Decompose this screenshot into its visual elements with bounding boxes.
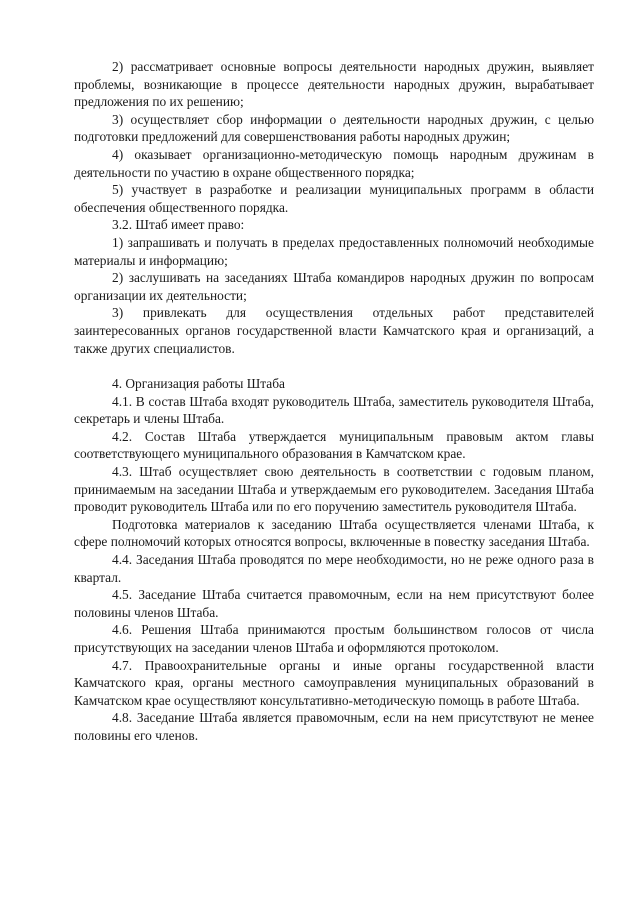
paragraph-4-8: 4.8. Заседание Штаба является правомочным, если на нем присутствуют не менее половины его членов. [74,710,594,743]
paragraph-4-3: 4.3. Штаб осуществляет свою деятельность в соответствии с годовым планом, принимаемым на заседании Штаба и утверждаемым его руководителем. Заседания Штаба проводит руководитель Штаба или по его поручению заместитель руководителя Штаба. [74,464,594,515]
paragraph-3-2-item-1: 1) запрашивать и получать в пределах предоставленных полномочий необходимые материалы и информацию; [74,234,594,268]
section-spacer [74,357,594,375]
paragraph-4-2: 4.2. Состав Штаба утверждается муниципальным правовым актом главы соответствующего муниципального образования в Камчатском крае. [74,428,594,462]
paragraph-3-2-item-2: 2) заслушивать на заседаниях Штаба командиров народных дружин по вопросам организации их деятельности; [74,270,594,303]
section-4-heading: 4. Организация работы Штаба [112,376,285,392]
paragraph-3-2-item-3: 3) привлекать для осуществления отдельных работ представителей заинтересованных органов государственной власти Камчатского края и организаций, а также других специалистов. [74,305,594,356]
paragraph-3-1-item-4: 4) оказывает организационно-методическую помощь народным дружинам в деятельности по участию в охране общественного порядка; [74,146,594,180]
paragraph-4-1: 4.1. В состав Штаба входят руководитель Штаба, заместитель руководителя Штаба, секретарь и члены Штаба. [74,393,594,427]
paragraph-4-6: 4.6. Решения Штаба принимаются простым большинством голосов от числа присутствующих на заседании членов Штаба и оформляются протоколом. [74,622,594,655]
paragraph-4-3-preparation: Подготовка материалов к заседанию Штаба осуществляется членами Штаба, к сфере полномочий которых относятся вопросы, включенные в повестку заседания Штаба. [74,516,594,550]
paragraph-3-1-item-3: 3) осуществляет сбор информации о деятельности народных дружин, с целью подготовки предложений для совершенствования работы народных дружин; [74,111,594,145]
paragraph-3-2-intro: 3.2. Штаб имеет право: [112,217,245,233]
paragraph-3-1-item-2: 2) рассматривает основные вопросы деятельности народных дружин, выявляет проблемы, возникающие в процессе деятельности народных дружин, вырабатывает предложения по их решению; [74,59,594,110]
paragraph-3-1-item-5: 5) участвует в разработке и реализации муниципальных программ в области обеспечения общественного порядка. [74,182,594,215]
paragraph-4-5: 4.5. Заседание Штаба считается правомочным, если на нем присутствуют более половины членов Штаба. [74,587,594,620]
paragraph-4-4: 4.4. Заседания Штаба проводятся по мере необходимости, но не реже одного раза в квартал. [74,552,594,585]
paragraph-4-7: 4.7. Правоохранительные органы и иные органы государственной власти Камчатского края, органы местного самоуправления муниципальных образований в Камчатском крае осуществляют консультативно-методическую помощь в работе Штаба. [74,657,594,708]
document-page [74,58,594,745]
